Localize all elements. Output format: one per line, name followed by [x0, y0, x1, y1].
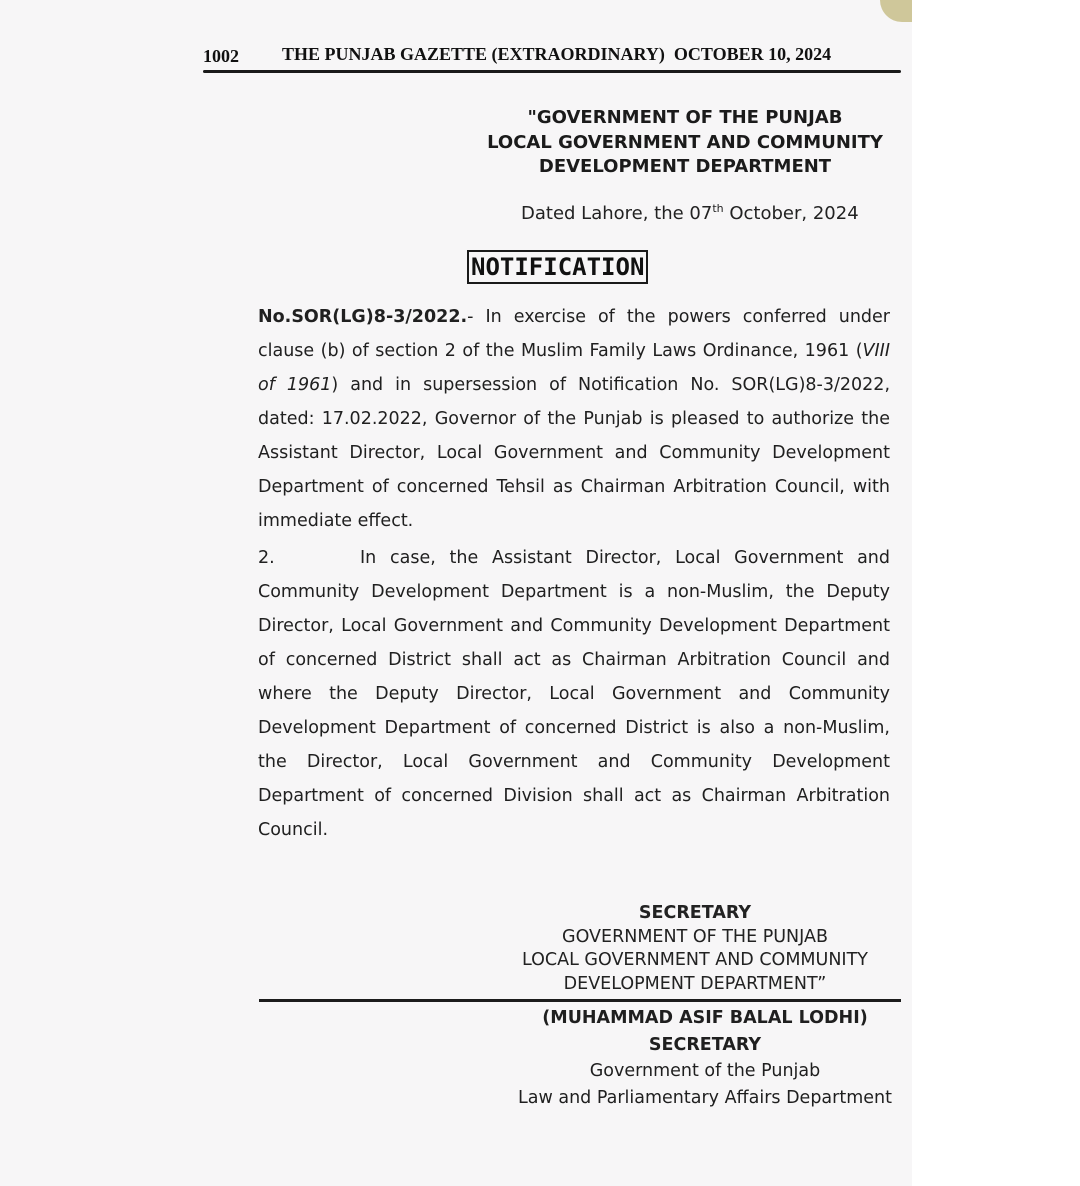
signatory-name: (MUHAMMAD ASIF BALAL LODHI)	[542, 1008, 868, 1028]
department-heading-line-3: DEVELOPMENT DEPARTMENT	[538, 156, 832, 177]
department-heading	[470, 106, 900, 180]
reference-number: No.SOR(LG)8-3/2022.	[258, 307, 468, 327]
signatory-line-1: GOVERNMENT OF THE PUNJAB	[562, 926, 828, 947]
paragraph-2	[258, 541, 890, 847]
signatory-designation: SECRETARY	[648, 1034, 762, 1055]
dated-prefix: Dated Lahore, the 07	[521, 203, 713, 224]
dated-superscript: th	[712, 202, 724, 215]
signatory-line-1: Government of the Punjab	[589, 1061, 821, 1081]
signatory-line-3: DEVELOPMENT DEPARTMENT”	[563, 973, 827, 994]
paragraph-1-text-b: ) and in supersession of Notification No. SOR(LG)8-3/2022, dated: 17.02.2022, Governor of the Punjab is pleased to authorize the Assistant Director, Local Government and Community Development Department of concerned Tehsil as Chairman Arbitration Council, with immediate effect.	[258, 375, 891, 531]
paragraph-2-text: In case, the Assistant Director, Local Government and Community Development Department is a non-Muslim, the Deputy Director, Local Government and Community Development Department of concerned District shall act as Chairman Arbitration Council and where the Deputy Director, Local Government and Community Development Department of concerned District is also a non-Muslim, the Director, Local Government and Community Development Department of concerned Division shall act as Chairman Arbitration Council.	[258, 548, 890, 840]
paragraph-1-text-a: - In exercise of the powers conferred under clause (b) of section 2 of the Muslim Family Laws Ordinance, 1961 (	[258, 307, 890, 361]
signature-block-lg-department	[505, 902, 885, 996]
header-divider	[203, 70, 901, 73]
dated-line	[521, 202, 859, 224]
page-number: 1002	[203, 46, 239, 66]
gazette-page-header	[203, 42, 903, 68]
dated-suffix: October, 2024	[723, 203, 859, 224]
signature-block-law-department	[505, 1005, 905, 1111]
paragraph-number: 2.	[258, 548, 275, 568]
notification-title: NOTIFICATION	[467, 250, 648, 284]
department-heading-line-2: LOCAL GOVERNMENT AND COMMUNITY	[487, 131, 883, 153]
ordinance-citation: VIII of 1961	[258, 341, 890, 395]
gazette-title: THE PUNJAB GAZETTE (EXTRAORDINARY) OCTOBER 10, 2024	[282, 44, 832, 64]
signatory-designation: SECRETARY	[638, 903, 752, 923]
signatory-line-2: Law and Parliamentary Affairs Department	[518, 1087, 892, 1108]
signatory-line-2: LOCAL GOVERNMENT AND COMMUNITY	[522, 950, 868, 970]
department-heading-line-1: "GOVERNMENT OF THE PUNJAB	[527, 107, 843, 128]
paragraph-1	[258, 300, 890, 538]
signature-divider	[259, 999, 901, 1002]
